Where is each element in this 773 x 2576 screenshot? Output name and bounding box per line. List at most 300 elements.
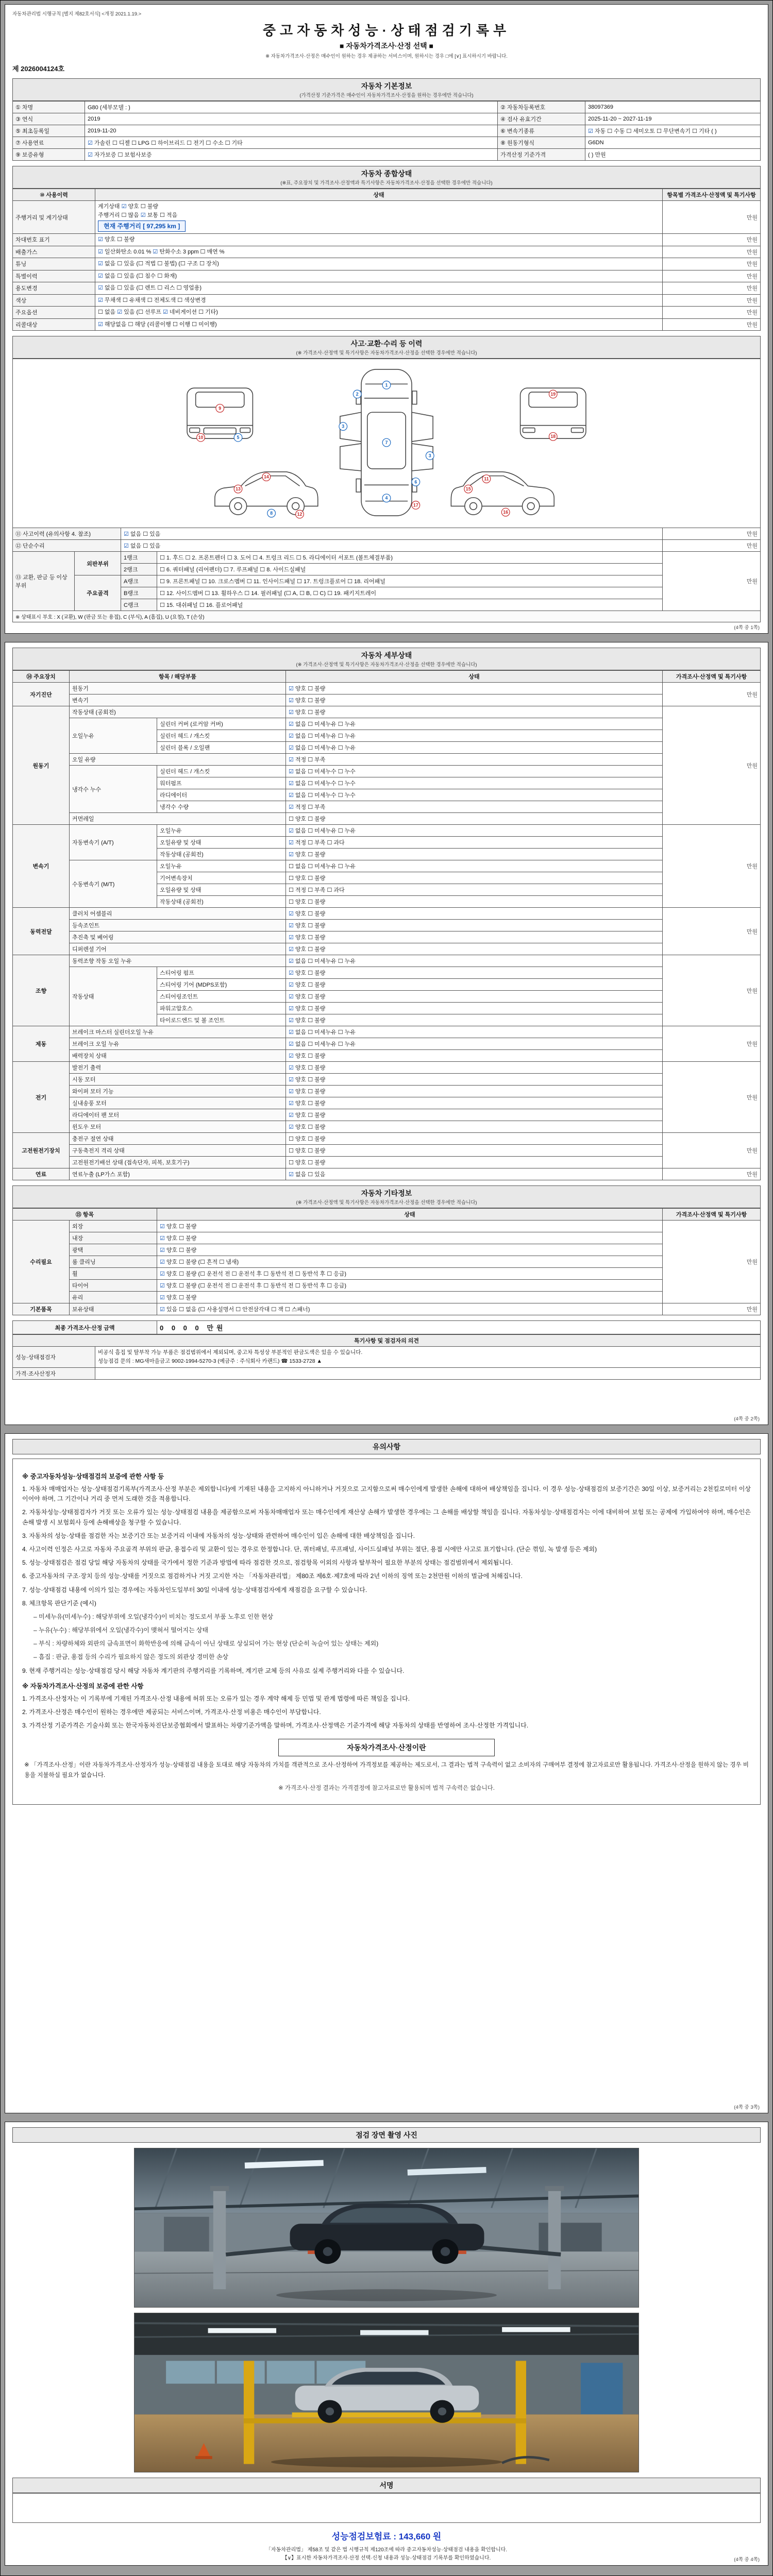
- device-state-checkboxes[interactable]: ☑ 양호 ☐ 불량: [286, 1062, 663, 1074]
- device-state-checkboxes[interactable]: ☐ 적정 ☐ 부족 ☐ 과다: [286, 884, 663, 896]
- col-etc-item: ⑮ 항목: [13, 1209, 157, 1221]
- usage-history-row: [13, 318, 761, 331]
- etc-price: 만원: [663, 1221, 761, 1303]
- front-view: [187, 388, 253, 438]
- exchange-price: 만원: [662, 552, 760, 611]
- notice-item: 2. 자동차성능·상태점검자가 거짓 또는 오류가 있는 성능·상태점검 내용을 제공함으로써 자동차매매업자 또는 매수인에게 재산상 손해가 발생한 경우에는 그 손해를 배상할 책임을 집니다. 자동차성능·상태점검자는 이에 대비하여 보험 또는 공제에 가입하여야 하며, 매수인은 손해 발생 시 보험회사 등에 손해배상을 청구할 수 있습니다.: [22, 1509, 751, 1526]
- etc-item-state[interactable]: ☑ 양호 ☐ 불량 (☐ 운전석 전 ☐ 운전석 후 ☐ 동반석 전 ☐ 동반석 후 ☐ 응급): [157, 1268, 663, 1280]
- main-frame-label: 주요골격: [75, 575, 121, 611]
- device-state-checkboxes[interactable]: ☑ 없음 ☐ 미세누유 ☐ 누유: [286, 718, 663, 730]
- device-state-row: [13, 754, 761, 766]
- device-item-label: 동력조향 작동 오일 누유: [70, 955, 286, 967]
- final-amount-table: [12, 1320, 761, 1334]
- footer-legal-line-1: 「자동차관리법」 제58조 및 같은 법 시행규칙 제120조에 따라 중고자동차성능·상태점검 내용을 확인합니다.: [265, 2547, 508, 2553]
- usage-item-state[interactable]: ☑ 일산화탄소 0.01 % ☑ 탄화수소 3 ppm ☐ 매연 %: [95, 246, 663, 258]
- first-registration-value: 2019-11-20: [85, 125, 498, 137]
- device-state-checkboxes[interactable]: ☑ 없음 ☐ 미세누수 ☐ 누수: [286, 789, 663, 801]
- usage-item-price: 만원: [663, 246, 761, 258]
- appraisal-definition-note: ※ 가격조사·산정 결과는 가격결정에 참고자료로만 활용되며 법적 구속력은 없습니다.: [278, 1785, 495, 1792]
- device-part-label: 파워고압호스: [157, 1003, 286, 1014]
- usage-item-label: 주행거리 및 계기상태: [13, 201, 95, 234]
- usage-item-price: 만원: [663, 318, 761, 331]
- device-state-checkboxes[interactable]: ☑ 양호 ☐ 불량: [286, 931, 663, 943]
- inspector-opinion: 비공식 흠집 및 탈부착 가능 부품은 점검범위에서 제외되며, 중고차 특성상 부분적인 판금도색은 있을 수 있습니다. 성능점검 문의 : MG새마을금고 9002-1994-5270-3 (예금주 : 주식회사 카랜드) ☎ 1533-2728 ▲: [95, 1347, 761, 1368]
- device-state-checkboxes[interactable]: ☑ 양호 ☐ 불량: [286, 967, 663, 979]
- usage-item-price: 만원: [663, 201, 761, 234]
- usage-item-label: 특별이력: [13, 270, 95, 282]
- svg-text:7: 7: [385, 439, 388, 445]
- exchange-panel-row: [13, 599, 761, 611]
- plate-number-value: 38097369: [585, 101, 761, 113]
- usage-item-state[interactable]: ☑ 없음 ☐ 있음 (☐ 적법 ☐ 불법) (☐ 구조 ☐ 장치): [95, 258, 663, 270]
- rankC-label: C랭크: [121, 599, 157, 611]
- device-state-row: [13, 1109, 761, 1121]
- device-state-checkboxes[interactable]: ☑ 없음 ☐ 미세누유 ☐ 누유: [286, 1026, 663, 1038]
- device-state-row: [13, 683, 761, 694]
- device-state-row: [13, 1074, 761, 1086]
- usage-item-label: 리콜대상: [13, 318, 95, 331]
- device-state-checkboxes[interactable]: ☑ 양호 ☐ 불량: [286, 979, 663, 991]
- usage-history-row: [13, 282, 761, 295]
- svg-text:8: 8: [270, 511, 273, 516]
- exchange-panel-row: [13, 564, 761, 575]
- usage-item-label: 튜닝: [13, 258, 95, 270]
- device-group-label: 동력전달: [13, 908, 70, 955]
- col-item-part: 항목 / 해당부품: [70, 671, 286, 683]
- premium-label: 성능점검보험료 :: [331, 2532, 396, 2541]
- inspection-photo-lift-underbody: [134, 2148, 639, 2308]
- device-state-row: [13, 1097, 761, 1109]
- etc-item-state[interactable]: ☑ 양호 ☐ 불량: [157, 1292, 663, 1303]
- engine-type-value: G6DN: [585, 137, 761, 149]
- device-state-checkboxes[interactable]: ☑ 양호 ☐ 불량: [286, 1050, 663, 1062]
- device-part-label: 실린더 헤드 / 개스킷: [157, 730, 286, 742]
- plate-number-label: ② 자동차등록번호: [498, 101, 585, 113]
- svg-text:5: 5: [237, 435, 240, 440]
- notice-body: [12, 1459, 761, 1805]
- device-item-label: 시동 모터: [70, 1074, 286, 1086]
- exchange-panel-row: [13, 575, 761, 587]
- col-usage-history: ⑩ 사용이력: [13, 189, 95, 201]
- svg-text:1: 1: [385, 382, 388, 388]
- device-group-label: 조향: [13, 955, 70, 1026]
- device-item-label: 배력장치 상태: [70, 1050, 286, 1062]
- car-name-label: ① 차명: [13, 101, 85, 113]
- device-group-label: 원동기: [13, 706, 70, 825]
- etc-row: [13, 1244, 761, 1256]
- page-2: [5, 642, 768, 1425]
- fuel-checkboxes[interactable]: ☑ 가솔린 ☐ 디젤 ☐ LPG ☐ 하이브리드 ☐ 전기 ☐ 수소 ☐ 기타: [85, 137, 498, 149]
- svg-text:18: 18: [550, 434, 556, 439]
- device-part-label: 타이로드엔드 및 볼 조인트: [157, 1014, 286, 1026]
- detail-state-table: [12, 670, 761, 1180]
- svg-text:12: 12: [297, 512, 303, 517]
- device-item-label: 클러치 어셈블리: [70, 908, 286, 920]
- device-state-checkboxes[interactable]: ☑ 양호 ☐ 불량: [286, 908, 663, 920]
- device-state-checkboxes[interactable]: ☐ 없음 ☐ 미세누유 ☐ 누유: [286, 860, 663, 872]
- etc-row: [13, 1280, 761, 1292]
- usage-history-row: [13, 258, 761, 270]
- usage-item-price: 만원: [663, 282, 761, 295]
- device-state-checkboxes[interactable]: ☑ 양호 ☐ 불량: [286, 1014, 663, 1026]
- device-state-row: [13, 1086, 761, 1097]
- etc-item-state[interactable]: ☑ 양호 ☐ 불량: [157, 1244, 663, 1256]
- device-part-label: 오일누유: [157, 825, 286, 837]
- device-state-checkboxes[interactable]: ☐ 양호 ☐ 불량: [286, 1133, 663, 1145]
- notice-list-2: [22, 1694, 751, 1731]
- page-mark: (4쪽 중 4쪽): [734, 2557, 760, 2563]
- car-name-value: G80 (세부모델 : ): [85, 101, 498, 113]
- exchange-label: ⑬ 교환, 판금 등 이상 부위: [13, 552, 75, 611]
- device-state-row: [13, 1062, 761, 1074]
- signature-area[interactable]: [12, 2493, 761, 2523]
- rank2-parts[interactable]: ☐ 6. 쿼터패널 (리어펜더) ☐ 7. 루프패널 ☐ 8. 사이드실패널: [157, 564, 663, 575]
- device-price: 만원: [663, 1133, 761, 1168]
- page-mark: (4쪽 중 3쪽): [734, 2105, 760, 2110]
- device-item-label: 수동변속기 (M/T): [70, 860, 157, 908]
- device-part-label: 오일유량 및 상태: [157, 837, 286, 849]
- device-item-label: 작동상태 (공회전): [70, 706, 286, 718]
- car-damage-diagram: [13, 359, 761, 528]
- etc-row: [13, 1221, 761, 1232]
- usage-history-row: [13, 246, 761, 258]
- inspection-validity-value: 2025-11-20 ~ 2027-11-19: [585, 113, 761, 125]
- svg-text:13: 13: [236, 486, 241, 492]
- notice-item: – 미세누유(미세누수) : 해당부위에 오일(냉각수)이 비치는 정도로서 부품 노후로 인한 현상: [33, 1613, 274, 1620]
- section-signature: 서명: [12, 2478, 761, 2493]
- device-state-checkboxes[interactable]: ☑ 양호 ☐ 불량: [286, 1109, 663, 1121]
- model-year-value: 2019: [85, 113, 498, 125]
- simple-repair-checkboxes[interactable]: ☑ 없음 ☐ 있음: [121, 540, 663, 552]
- device-part-label: 작동상태 (공회전): [157, 896, 286, 908]
- usage-item-state[interactable]: ☑ 없음 ☐ 있음 (☐ 침수 ☐ 화재): [95, 270, 663, 282]
- etc-item-label: 외장: [70, 1221, 157, 1232]
- usage-item-state[interactable]: 계기상태 ☑ 양호 ☐ 불량 주행거리 ☐ 많음 ☑ 보통 ☐ 적음 현재 주행거리 [ 97,295 km ]: [95, 201, 663, 234]
- device-state-checkboxes[interactable]: ☐ 양호 ☐ 불량: [286, 896, 663, 908]
- device-state-checkboxes[interactable]: ☑ 양호 ☐ 불량: [286, 943, 663, 955]
- device-state-checkboxes[interactable]: ☑ 양호 ☐ 불량: [286, 706, 663, 718]
- etc-row: [13, 1268, 761, 1280]
- table-row: [13, 137, 761, 149]
- col-price: 항목별 가격조사·산정액 및 특기사항: [663, 189, 761, 201]
- device-state-row: [13, 908, 761, 920]
- section-comprehensive: 자동차 종합상태 (※표, 주요장치 및 가격조사·산정액과 특기사항은 자동차가격조사·산정을 선택한 경우에만 적습니다): [12, 166, 761, 189]
- device-state-checkboxes[interactable]: ☑ 양호 ☐ 불량: [286, 1074, 663, 1086]
- device-state-checkboxes[interactable]: ☑ 없음 ☐ 미세누수 ☐ 누수: [286, 777, 663, 789]
- device-state-checkboxes[interactable]: ☑ 없음 ☐ 미세누수 ☐ 누수: [286, 766, 663, 777]
- device-state-checkboxes[interactable]: ☑ 없음 ☐ 미세누유 ☐ 누유: [286, 730, 663, 742]
- etc-row: [13, 1232, 761, 1244]
- svg-text:11: 11: [484, 476, 489, 482]
- device-group-label: 고전원전기장치: [13, 1133, 70, 1168]
- device-state-row: [13, 1133, 761, 1145]
- etc-item-label: 휠: [70, 1268, 157, 1280]
- simple-repair-row: [13, 540, 761, 552]
- device-part-label: 워터펌프: [157, 777, 286, 789]
- svg-text:15: 15: [465, 486, 471, 492]
- final-amount-label: 최종 가격조사·산정 금액: [13, 1321, 157, 1334]
- device-part-label: 오일누유: [157, 860, 286, 872]
- document-number: 제 2026004124호: [12, 65, 65, 73]
- usage-item-label: 배출가스: [13, 246, 95, 258]
- device-part-label: 스티어링 기어 (MDPS포함): [157, 979, 286, 991]
- etc-item-label: 보유상태: [70, 1303, 157, 1315]
- device-price: 만원: [663, 1062, 761, 1133]
- svg-text:10: 10: [198, 435, 204, 440]
- etc-item-state[interactable]: ☑ 양호 ☐ 불량: [157, 1221, 663, 1232]
- opinion-table: [12, 1334, 761, 1380]
- appraiser-label: 가격·조사산정자: [13, 1367, 95, 1379]
- device-price: 만원: [663, 825, 761, 908]
- device-item-label: 라디에이터 팬 모터: [70, 1109, 286, 1121]
- device-state-checkboxes[interactable]: ☑ 양호 ☐ 불량: [286, 1003, 663, 1014]
- state-code-legend: ※ 상태표시 부호 : X (교환), W (판금 또는 용접), C (부식), A (흠집), U (요철), T (손상): [13, 611, 761, 622]
- device-state-checkboxes[interactable]: ☑ 양호 ☐ 불량: [286, 991, 663, 1003]
- device-state-checkboxes[interactable]: ☑ 양호 ☐ 불량: [286, 683, 663, 694]
- rankA-parts[interactable]: ☐ 9. 프론트패널 ☐ 10. 크로스멤버 ☐ 11. 인사이드패널 ☐ 17. 트렁크플로어 ☐ 18. 리어패널: [157, 575, 663, 587]
- table-row: [13, 101, 761, 113]
- device-item-label: 고전원전기배선 상태 (접속단자, 피복, 보호기구): [70, 1157, 286, 1168]
- accident-history-label: ⑪ 사고이력 (유의사항 4. 참조): [13, 528, 121, 540]
- device-price: 만원: [663, 955, 761, 1026]
- exchange-panel-row: [13, 587, 761, 599]
- device-item-label: 커먼레일: [70, 813, 286, 825]
- usage-item-label: 차대번호 표기: [13, 234, 95, 246]
- notice-item: 1. 가격조사·산정자는 이 기록부에 기재된 가격조사·산정 내용에 허위 또는 오류가 있는 경우 계약 해제 등 민법 및 관계 법령에 따른 책임을 집니다.: [22, 1694, 410, 1702]
- first-registration-label: ⑤ 최초등록일: [13, 125, 85, 137]
- usage-history-row: [13, 234, 761, 246]
- device-state-row: [13, 706, 761, 718]
- device-state-checkboxes[interactable]: ☐ 양호 ☐ 불량: [286, 813, 663, 825]
- notice-item: 8. 체크항목 판단기준 (예시): [22, 1599, 96, 1607]
- device-state-row: [13, 1121, 761, 1133]
- etc-item-label: 타이어: [70, 1280, 157, 1292]
- device-state-row: [13, 931, 761, 943]
- notice-item: 1. 자동차 매매업자는 성능·상태점검기록부(가격조사·산정 부분은 제외합니다)에 기재된 내용을 고지하지 아니하거나 거짓으로 고지함으로써 매수인에게 발생한 손해에 대하여 배상책임을 집니다. 이 경우 성능·상태점검의 보증기간은 30일 이상, 보증거리는 2천킬로미터 이상이어야 하며, 그 기간이나 거리 중 먼저 도래한 것을 적용합니다.: [22, 1485, 751, 1503]
- svg-text:19: 19: [550, 391, 556, 397]
- rankB-parts[interactable]: ☐ 12. 사이드멤버 ☐ 13. 휠하우스 ☐ 14. 필러패널 (☐ A, ☐ B, ☐ C) ☐ 19. 패키지트레이: [157, 587, 663, 599]
- section-etc-info: 자동차 기타정보 (※ 가격조사·산정액 및 특기사항은 자동차가격조사·산정을 선택한 경우에만 적습니다): [12, 1185, 761, 1208]
- svg-text:3: 3: [342, 423, 345, 429]
- etc-item-label: 유리: [70, 1292, 157, 1303]
- price-appraisal-note: ※ 자동차가격조사·산정은 매수인이 원하는 경우 제공하는 서비스이며, 원하시는 경우 □에 [∨] 표시하시기 바랍니다.: [265, 54, 508, 59]
- device-group-label: 전기: [13, 1062, 70, 1133]
- device-part-label: 스티어링조인트: [157, 991, 286, 1003]
- device-state-checkboxes[interactable]: ☑ 적정 ☐ 부족: [286, 801, 663, 813]
- base-price-value: ( ) 만원: [585, 149, 761, 161]
- device-state-row: [13, 943, 761, 955]
- device-state-checkboxes[interactable]: ☐ 양호 ☐ 불량: [286, 872, 663, 884]
- device-item-label: 원동기: [70, 683, 286, 694]
- notice-item: – 부식 : 차량하체와 외판의 금속표면이 화학반응에 의해 금속이 아닌 상태로 상실되어 가는 현상 (단순히 녹슬어 있는 상태는 제외): [33, 1640, 379, 1648]
- usage-item-label: 주요옵션: [13, 307, 95, 319]
- usage-history-row: [13, 307, 761, 319]
- section-detail-state: 자동차 세부상태 (※ 가격조사·산정액 및 특기사항은 자동차가격조사·산정을 선택한 경우에만 적습니다): [12, 648, 761, 670]
- device-state-checkboxes[interactable]: ☑ 양호 ☐ 불량: [286, 849, 663, 860]
- accident-history-checkboxes[interactable]: ☑ 없음 ☐ 있음: [121, 528, 663, 540]
- svg-text:17: 17: [413, 502, 418, 508]
- device-state-checkboxes[interactable]: ☑ 양호 ☐ 불량: [286, 1086, 663, 1097]
- device-state-row: [13, 1145, 761, 1157]
- usage-history-row: [13, 294, 761, 307]
- etc-item-state[interactable]: ☑ 있음 ☐ 없음 (☐ 사용설명서 ☐ 안전삼각대 ☐ 잭 ☐ 스패너): [157, 1303, 663, 1315]
- device-state-checkboxes[interactable]: ☑ 없음 ☐ 있음: [286, 1168, 663, 1180]
- device-item-label: 와이퍼 모터 기능: [70, 1086, 286, 1097]
- device-group-label: 연료: [13, 1168, 70, 1180]
- svg-text:6: 6: [414, 479, 417, 485]
- usage-item-state[interactable]: ☑ 양호 ☐ 불량: [95, 234, 663, 246]
- usage-item-label: 용도변경: [13, 282, 95, 295]
- usage-item-state[interactable]: ☐ 없음 ☑ 있음 (☐ 선루프 ☑ 네비게이션 ☐ 기타): [95, 307, 663, 319]
- device-state-checkboxes[interactable]: ☑ 없음 ☐ 미세누유 ☐ 누유: [286, 955, 663, 967]
- table-row: [13, 149, 761, 161]
- device-group-label: 변속기: [13, 825, 70, 908]
- warranty-type-checkboxes[interactable]: ☑ 자가보증 ☐ 보험사보증: [85, 149, 498, 161]
- notice-heading-1: ※ 중고자동차성능·상태점검의 보증에 관한 사항 등: [22, 1473, 164, 1480]
- transmission-label: ⑥ 변속기종류: [498, 125, 585, 137]
- appraisal-definition-title: 자동차가격조사·산정이란: [278, 1739, 495, 1756]
- notice-item: 3. 자동차의 성능·상태를 점검한 자는 보증기간 또는 보증거리 이내에 자동차의 성능·상태와 관련하여 매수인이 입은 손해에 대한 배상책임을 집니다.: [22, 1532, 415, 1539]
- workshop-photo-1: [135, 2148, 638, 2307]
- device-item-label: 오일누유: [70, 718, 157, 754]
- device-state-checkboxes[interactable]: ☑ 양호 ☐ 불량: [286, 920, 663, 931]
- page-3: [5, 1433, 768, 2113]
- device-state-row: [13, 1038, 761, 1050]
- device-state-checkboxes[interactable]: ☑ 양호 ☐ 불량: [286, 1121, 663, 1133]
- device-part-label: 작동상태 (공회전): [157, 849, 286, 860]
- col-etc-price: 가격조사·산정액 및 특기사항: [663, 1209, 761, 1221]
- etc-info-table: [12, 1208, 761, 1315]
- transmission-checkboxes[interactable]: ☑ 자동 ☐ 수동 ☐ 세미오토 ☐ 무단변속기 ☐ 기타 ( ): [585, 125, 761, 137]
- device-state-checkboxes[interactable]: ☐ 양호 ☐ 불량: [286, 1157, 663, 1168]
- page-1: [5, 4, 768, 634]
- exchange-panel-row: [13, 552, 761, 564]
- device-price: 만원: [663, 1168, 761, 1180]
- device-state-checkboxes[interactable]: ☑ 없음 ☐ 미세누유 ☐ 누유: [286, 825, 663, 837]
- form-reference: 자동차관리법 시행규칙 [별지 제82호서식] <개정 2021.1.19.>: [12, 11, 142, 17]
- inspection-photo-lift-side: [134, 2313, 639, 2472]
- notice-item: – 흠집 : 판금, 용접 등의 수리가 필요하지 않은 정도의 외관상 경미한 손상: [33, 1653, 228, 1661]
- workshop-photo-2: [135, 2313, 638, 2472]
- side-view-right: [451, 472, 554, 515]
- car-views-diagram: [139, 361, 634, 524]
- inspector-label: 성능·상태점검자: [13, 1347, 95, 1368]
- device-price: 만원: [663, 908, 761, 955]
- rank1-label: 1랭크: [121, 552, 157, 564]
- page-4: [5, 2122, 768, 2566]
- device-state-checkboxes[interactable]: ☑ 적정 ☐ 부족: [286, 754, 663, 766]
- notice-item: 9. 현재 주행거리는 성능·상태점검 당시 해당 자동차 계기판의 주행거리를 기록하며, 계기판 교체 등의 사유로 실제 주행거리와 다를 수 있습니다.: [22, 1667, 405, 1674]
- svg-text:4: 4: [385, 495, 388, 501]
- accident-table: [12, 359, 761, 622]
- simple-repair-price: 만원: [662, 540, 760, 552]
- device-state-checkboxes[interactable]: ☑ 적정 ☐ 부족 ☐ 과다: [286, 837, 663, 849]
- engine-type-label: ⑧ 원동기형식: [498, 137, 585, 149]
- device-item-label: 자동변속기 (A/T): [70, 825, 157, 860]
- inspection-validity-label: ④ 검사 유효기간: [498, 113, 585, 125]
- device-part-label: 실린더 블록 / 오일팬: [157, 742, 286, 754]
- etc-item-label: 내장: [70, 1232, 157, 1244]
- device-state-row: [13, 860, 761, 872]
- device-item-label: 윈도우 모터: [70, 1121, 286, 1133]
- appraiser-opinion: [95, 1367, 761, 1379]
- current-mileage: 현재 주행거리 [ 97,295 km ]: [98, 221, 186, 232]
- usage-item-label: 색상: [13, 294, 95, 307]
- device-item-label: 작동상태: [70, 967, 157, 1026]
- price-appraisal-select[interactable]: ■ 자동차가격조사·산정 선택 ■: [339, 42, 433, 50]
- device-state-checkboxes[interactable]: ☐ 양호 ☐ 불량: [286, 1145, 663, 1157]
- device-item-label: 연료누출 (LP가스 포함): [70, 1168, 286, 1180]
- device-part-label: 오일유량 및 상태: [157, 884, 286, 896]
- usage-history-row: [13, 201, 761, 234]
- device-state-row: [13, 1050, 761, 1062]
- etc-item-state[interactable]: ☑ 양호 ☐ 불량 (☐ 운전석 전 ☐ 운전석 후 ☐ 동반석 전 ☐ 동반석 후 ☐ 응급): [157, 1280, 663, 1292]
- document-title: 중고자동차성능·상태점검기록부: [262, 23, 511, 38]
- etc-item-state[interactable]: ☑ 양호 ☐ 불량: [157, 1232, 663, 1244]
- rankA-label: A랭크: [121, 575, 157, 587]
- notice-item: 6. 중고자동차의 구조·장치 등의 성능·상태를 거짓으로 점검하거나 거짓 고지한 자는 「자동차관리법」 제80조 제6호·제7호에 따라 2년 이하의 징역 또는 2천만원 이하의 벌금에 처해집니다.: [22, 1572, 523, 1580]
- warranty-type-label: ⑨ 보증유형: [13, 149, 85, 161]
- rank2-label: 2랭크: [121, 564, 157, 575]
- device-state-checkboxes[interactable]: ☑ 없음 ☐ 미세누유 ☐ 누유: [286, 1038, 663, 1050]
- section-basic-info: 자동차 기본정보 (가격산정 기준가격은 매수인이 자동차가격조사·산정을 원하는 경우에만 적습니다): [12, 78, 761, 101]
- device-price: 만원: [663, 706, 761, 825]
- device-price: 만원: [663, 1026, 761, 1062]
- rankB-label: B랭크: [121, 587, 157, 599]
- device-part-label: 기어변속장치: [157, 872, 286, 884]
- device-item-label: 오일 유량: [70, 754, 286, 766]
- etc-item-state[interactable]: ☑ 양호 ☐ 불량 (☐ 흔적 ☐ 냄새): [157, 1256, 663, 1268]
- etc-price: 만원: [663, 1303, 761, 1315]
- usage-item-price: 만원: [663, 307, 761, 319]
- usage-item-state[interactable]: ☑ 무채색 ☐ 유채색 ☐ 전체도색 ☐ 색상변경: [95, 294, 663, 307]
- device-state-checkboxes[interactable]: ☑ 양호 ☐ 불량: [286, 1097, 663, 1109]
- outer-panel-label: 외판부위: [75, 552, 121, 575]
- device-state-row: [13, 1157, 761, 1168]
- model-year-label: ③ 연식: [13, 113, 85, 125]
- accident-price: 만원: [662, 528, 760, 540]
- footer-legal-line-2: 【∨】표시한 자동차가격조사·산정 선택·신청 내용과 성능·상태점검 기록부를 확인하였습니다.: [282, 2555, 491, 2561]
- device-part-label: 스티어링 펌프: [157, 967, 286, 979]
- table-row: [13, 125, 761, 137]
- notice-item: 4. 사고이력 인정은 사고로 자동차 주요골격 부위의 판금, 용접수리 및 교환이 있는 경우로 한정합니다. 단, 쿼터패널, 루프패널, 사이드실패널 부위는 절단, 용접 시에만 사고로 표기합니다. (단순 꺾임, 녹 발생 등은 제외): [22, 1545, 597, 1553]
- etc-row: [13, 1256, 761, 1268]
- usage-item-price: 만원: [663, 234, 761, 246]
- base-price-label: 가격산정 기준가격: [498, 149, 585, 161]
- device-item-label: 브레이크 오일 누유: [70, 1038, 286, 1050]
- usage-item-state[interactable]: ☑ 해당없음 ☐ 해당 (리콜이행 ☐ 이행 ☐ 미이행): [95, 318, 663, 331]
- rank1-parts[interactable]: ☐ 1. 후드 ☐ 2. 프론트펜더 ☐ 3. 도어 ☐ 4. 트렁크 리드 ☐ 5. 라디에이터 서포트 (볼트체결부품): [157, 552, 663, 564]
- col-state: 상태: [95, 189, 663, 201]
- device-item-label: 변속기: [70, 694, 286, 706]
- device-state-row: [13, 967, 761, 979]
- device-state-row: [13, 825, 761, 837]
- device-item-label: 추진축 및 베어링: [70, 931, 286, 943]
- device-part-label: 라디에이터: [157, 789, 286, 801]
- col-device-state: 상태: [286, 671, 663, 683]
- device-state-checkboxes[interactable]: ☑ 양호 ☐ 불량: [286, 694, 663, 706]
- rankC-parts[interactable]: ☐ 15. 대쉬패널 ☐ 16. 플로어패널: [157, 599, 663, 611]
- usage-item-state[interactable]: ☑ 없음 ☐ 있음 (☐ 렌트 ☐ 리스 ☐ 영업용): [95, 282, 663, 295]
- etc-group-label: 기본품목: [13, 1303, 70, 1315]
- device-state-checkboxes[interactable]: ☑ 없음 ☐ 미세누유 ☐ 누유: [286, 742, 663, 754]
- device-state-row: [13, 955, 761, 967]
- device-part-label: 냉각수 수량: [157, 801, 286, 813]
- device-item-label: 등속조인트: [70, 920, 286, 931]
- notice-item: 7. 성능·상태점검 내용에 이의가 있는 경우에는 자동차인도일부터 30일 이내에 성능·상태점검자에게 재점검을 요구할 수 있습니다.: [22, 1586, 367, 1594]
- svg-text:16: 16: [503, 510, 509, 515]
- device-part-label: 실린더 헤드 / 개스킷: [157, 766, 286, 777]
